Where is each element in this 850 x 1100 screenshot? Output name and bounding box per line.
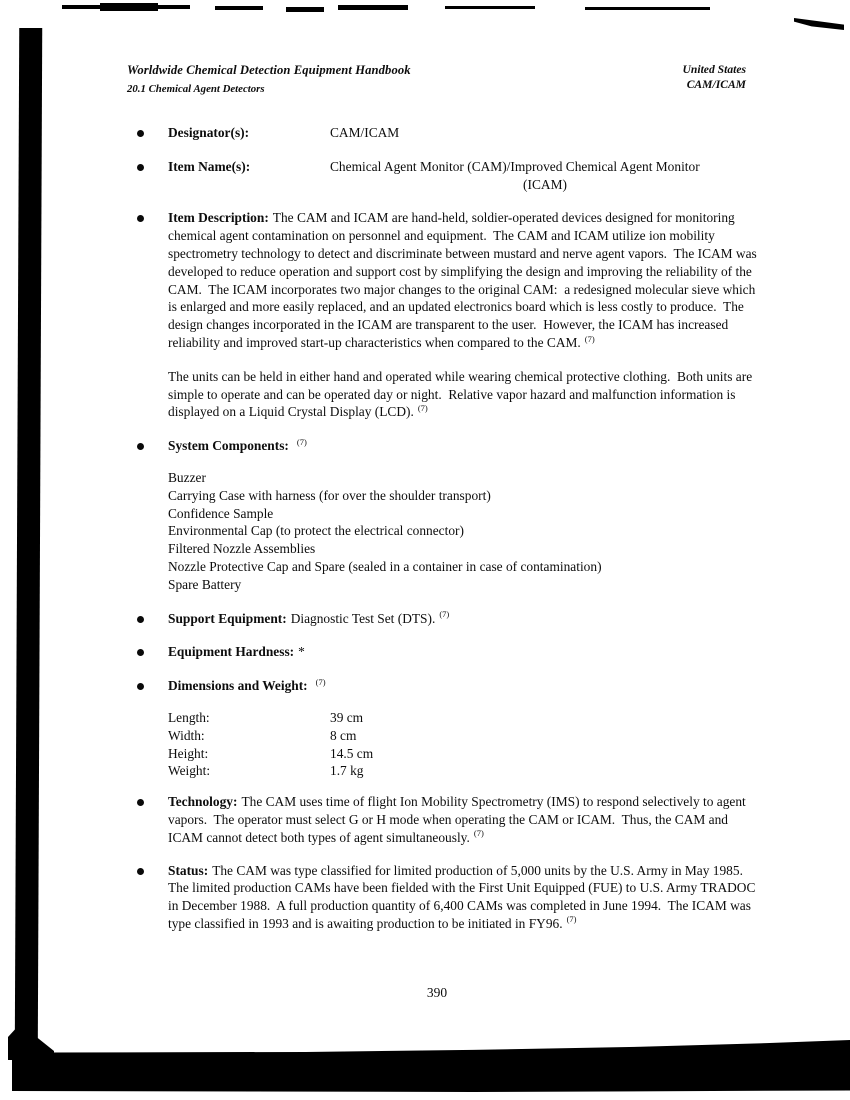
equipment-hardness-label: Equipment Hardness:	[168, 644, 295, 660]
bullet-icon	[137, 683, 144, 690]
scan-artifact-right-wedge	[794, 18, 844, 30]
dimension-label: Length:	[168, 709, 210, 725]
dimensions-label: Dimensions and Weight:	[168, 678, 308, 694]
section-status	[137, 862, 762, 933]
status-label: Status:	[168, 862, 209, 878]
handbook-title: Worldwide Chemical Detection Equipment Handbook	[127, 63, 411, 77]
equipment-hardness-line	[168, 643, 762, 661]
dimensions-table	[168, 709, 762, 780]
designator-label: Designator(s):	[168, 125, 250, 140]
system-components-list	[168, 469, 762, 594]
item-description-paragraph	[168, 209, 762, 351]
page-number: 390	[426, 985, 448, 1000]
status-paragraph	[168, 862, 762, 933]
dimensions-heading	[168, 677, 762, 695]
bullet-icon	[137, 799, 144, 806]
header-left	[127, 63, 411, 95]
section-system-components	[137, 437, 762, 593]
scan-artifact-left-bar	[15, 28, 42, 1054]
footnote-ref: (7)	[296, 436, 307, 447]
section-item-name	[137, 158, 762, 194]
list-item: Spare Battery	[168, 576, 242, 592]
bullet-icon	[137, 443, 144, 450]
footnote-ref: (7)	[566, 914, 577, 925]
section-equipment-hardness	[137, 643, 762, 661]
list-item: Carrying Case with harness (for over the shoulder transport)	[168, 487, 491, 503]
footnote-ref: (7)	[315, 676, 326, 687]
list-item: Confidence Sample	[168, 505, 274, 521]
item-description-label: Item Description:	[168, 210, 269, 226]
scan-artifact-top-line	[286, 7, 324, 12]
table-row	[168, 727, 762, 745]
technology-text: The CAM uses time of flight Ion Mobility Spectrometry (IMS) to respond selectively to agent vapors. The operator must select G or H mode when operating the CAM or ICAM. Thus, the CAM and ICAM cannot detect both types of agent simultaneously.	[168, 794, 750, 845]
scan-artifact-top-line	[445, 6, 535, 9]
list-item: Filtered Nozzle Assemblies	[168, 541, 316, 557]
bullet-icon	[137, 616, 144, 623]
document-content	[137, 124, 762, 949]
item-name-line2: (ICAM)	[523, 176, 567, 192]
bullet-icon	[137, 164, 144, 171]
header-designator: CAM/ICAM	[686, 78, 746, 91]
system-components-label: System Components:	[168, 438, 289, 454]
section-technology	[137, 793, 762, 846]
support-equipment-label: Support Equipment:	[168, 610, 287, 626]
technology-label: Technology:	[168, 794, 238, 810]
bullet-icon	[137, 649, 144, 656]
item-name-line1: Chemical Agent Monitor (CAM)/Improved Chemical Agent Monitor	[330, 158, 700, 174]
list-item: Environmental Cap (to protect the electrical connector)	[168, 523, 464, 539]
item-description-text: The CAM and ICAM are hand-held, soldier-operated devices designed for monitoring chemical agent contamination on personnel and equipment. The CAM and ICAM utilize ion mobility spectrometry technology to detect and discriminate between mustard and nerve agent vapors. The ICAM was developed to reduce operation and support cost by simplifying the design and improving the reliability of the CAM. The ICAM incorporates two major changes to the original CAM: a redesigned molecular sieve which is enlarged and more easily replaced, and an updated electronics board which is less costly to produce. The design changes incorporated in the ICAM are transparent to the user. However, the ICAM has increased reliability and improved start-up characteristics when compared to the CAM.	[168, 210, 761, 350]
footnote-ref: (7)	[439, 609, 450, 620]
dimension-value: 14.5 cm	[330, 745, 374, 761]
system-components-heading	[168, 437, 762, 455]
scan-artifact-top-line	[215, 6, 263, 10]
list-item: Buzzer	[168, 469, 206, 485]
item-name-label: Item Name(s):	[168, 158, 251, 174]
table-row	[168, 745, 762, 763]
support-equipment-value: Diagnostic Test Set (DTS).	[290, 610, 436, 626]
dimension-value: 8 cm	[330, 727, 357, 743]
header-country: United States	[682, 63, 746, 76]
equipment-hardness-value: *	[298, 644, 305, 660]
list-item: Nozzle Protective Cap and Spare (sealed in a container in case of contamination)	[168, 558, 602, 574]
item-description-paragraph-2	[168, 368, 762, 421]
item-description-text-2: The units can be held in either hand and operated while wearing chemical protective clothing. Both units are simple to operate and can be operated day or night. Relative vapor hazard and malfunction information is displayed on a Liquid Crystal Display (LCD).	[168, 368, 756, 420]
bullet-icon	[137, 868, 144, 875]
footnote-ref: (7)	[473, 828, 484, 839]
table-row	[168, 762, 762, 780]
dimension-value: 1.7 kg	[330, 763, 364, 779]
dimension-label: Height:	[168, 745, 209, 761]
section-support-equipment	[137, 610, 762, 628]
section-item-description	[137, 209, 762, 421]
bullet-icon	[137, 130, 144, 137]
chapter-title: 20.1 Chemical Agent Detectors	[127, 83, 265, 95]
section-dimensions-weight	[137, 677, 762, 780]
scan-artifact-bottom-band	[12, 1040, 850, 1092]
scan-artifact-top-line	[585, 7, 710, 10]
header-right	[683, 63, 746, 91]
footnote-ref: (7)	[417, 402, 428, 413]
footnote-ref: (7)	[584, 333, 595, 344]
designator-value: CAM/ICAM	[330, 125, 400, 140]
technology-paragraph	[168, 793, 762, 846]
dimension-label: Weight:	[168, 763, 211, 779]
support-equipment-line	[168, 610, 762, 628]
status-text: The CAM was type classified for limited production of 5,000 units by the U.S. Army in May 1985. The limited production CAMs have been fielded with the First Unit Equipped (FUE) to U.S. Army TRADOC in December 1988. A full production quantity of 6,400 CAMs was completed in June 1994. The ICAM was type classified in 1993 and is awaiting production to be initiated in FY96.	[168, 862, 759, 931]
table-row	[168, 709, 762, 727]
dimension-value: 39 cm	[330, 709, 364, 725]
bullet-icon	[137, 215, 144, 222]
scan-artifact-top-line	[100, 3, 158, 11]
scan-artifact-top-line	[338, 5, 408, 10]
section-designator	[137, 124, 762, 142]
item-name-value	[330, 158, 762, 194]
dimension-label: Width:	[168, 727, 205, 743]
